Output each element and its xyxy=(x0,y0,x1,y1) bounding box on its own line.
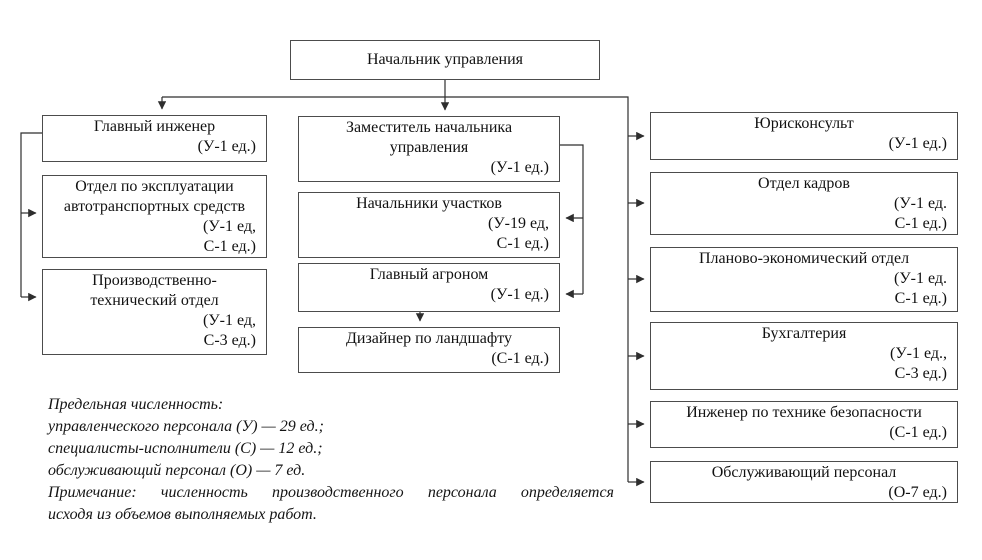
node-headcount: С-3 ед.) xyxy=(203,332,256,349)
staff-limits-note xyxy=(48,394,614,526)
note-line: Предельная численность: xyxy=(48,396,224,413)
org-node-production-technical-department xyxy=(42,269,267,355)
note-line: обслуживающий персонал (О) — 7 ед. xyxy=(48,462,306,479)
node-headcount: (У-1 ед. xyxy=(893,195,947,212)
node-title: Главный агроном xyxy=(369,266,489,283)
node-title: Отдел по эксплуатации xyxy=(75,178,234,195)
node-title: управления xyxy=(389,139,469,156)
org-node-head-of-department xyxy=(290,40,600,80)
node-title: Начальники участков xyxy=(356,195,502,212)
org-node-hr-department xyxy=(650,172,958,235)
node-headcount: (У-1 ед.) xyxy=(490,159,549,176)
node-headcount: (У-1 ед, xyxy=(202,312,256,329)
org-node-accounting xyxy=(650,322,958,390)
note-remark-line: исходя из объемов выполняемых работ. xyxy=(48,506,317,523)
note-line: специалисты-исполнители (С) — 12 ед.; xyxy=(48,440,323,457)
node-headcount: С-1 ед.) xyxy=(496,235,549,252)
node-headcount: (У-1 ед, xyxy=(202,218,256,235)
node-title: Отдел кадров xyxy=(758,175,850,192)
org-node-service-personnel xyxy=(650,461,958,503)
note-remark-line: Примечание: численность производственного персонала определяется xyxy=(48,484,614,501)
org-node-chief-engineer xyxy=(42,115,267,162)
node-headcount: (У-1 ед., xyxy=(889,345,947,362)
node-headcount: С-1 ед.) xyxy=(203,238,256,255)
node-headcount: (У-1 ед.) xyxy=(197,138,256,155)
node-title: Обслуживающий персонал xyxy=(711,464,897,481)
node-headcount: (У-1 ед.) xyxy=(490,286,549,303)
node-headcount: (У-19 ед, xyxy=(487,215,549,232)
node-title: Заместитель начальника xyxy=(345,119,513,136)
node-headcount: С-3 ед.) xyxy=(894,365,947,382)
node-headcount: (С-1 ед.) xyxy=(491,350,549,367)
org-node-chief-agronomist xyxy=(298,263,560,312)
node-headcount: (О-7 ед.) xyxy=(888,484,947,501)
org-node-site-managers xyxy=(298,192,560,258)
node-title: технический отдел xyxy=(90,292,219,309)
org-node-planning-economic-department xyxy=(650,247,958,312)
node-title: Инженер по технике безопасности xyxy=(686,404,922,421)
note-line: управленческого персонала (У) — 29 ед.; xyxy=(48,418,324,435)
node-title: автотранспортных средств xyxy=(63,198,246,215)
org-node-safety-engineer xyxy=(650,401,958,448)
org-node-legal-counsel xyxy=(650,112,958,160)
org-node-vehicle-operation-department xyxy=(42,175,267,258)
node-title: Бухгалтерия xyxy=(761,325,847,342)
node-title: Главный инженер xyxy=(93,118,216,135)
node-title: Юрисконсульт xyxy=(754,115,854,132)
node-headcount: (У-1 ед. xyxy=(893,270,947,287)
node-title: Дизайнер по ландшафту xyxy=(345,330,513,347)
org-node-landscape-designer xyxy=(298,327,560,373)
org-node-deputy-head xyxy=(298,116,560,182)
node-headcount: (С-1 ед.) xyxy=(889,424,947,441)
node-headcount: С-1 ед.) xyxy=(894,215,947,232)
node-title: Начальник управления xyxy=(366,51,524,68)
node-title: Планово-экономический отдел xyxy=(698,250,910,267)
node-headcount: (У-1 ед.) xyxy=(888,135,947,152)
node-title: Производственно- xyxy=(92,272,217,289)
node-headcount: С-1 ед.) xyxy=(894,290,947,307)
